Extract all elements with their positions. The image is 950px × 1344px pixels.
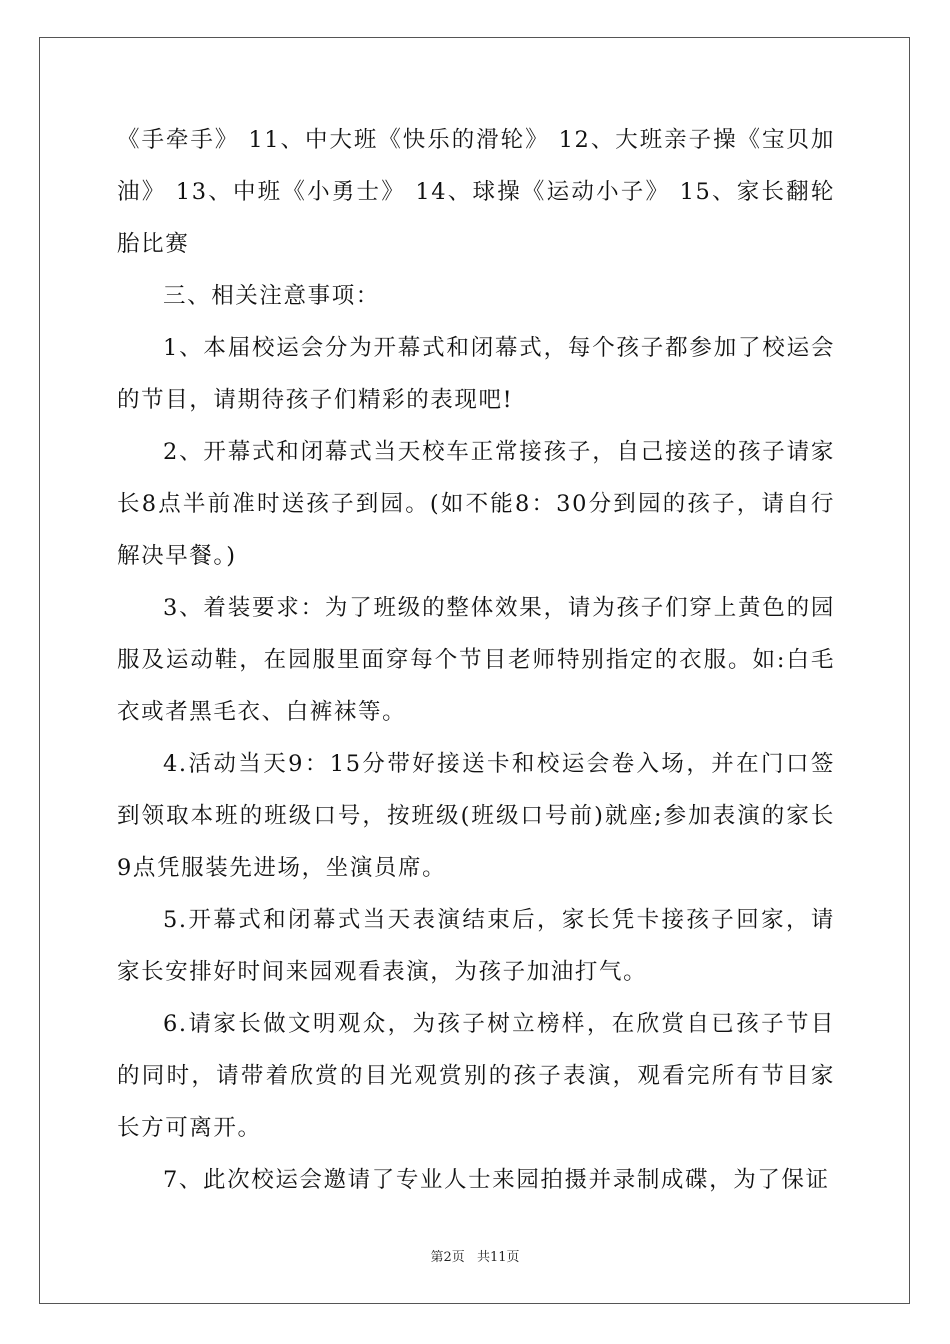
paragraph-4: 2、开幕式和闭幕式当天校车正常接孩子，自己接送的孩子请家长8点半前准时送孩子到园。(如不能8：30分到园的孩子，请自行解决早餐。) [117,439,835,569]
paragraph-9: 7、此次校运会邀请了专业人士来园拍摄并录制成碟，为了保证 [163,1167,830,1193]
paragraph-8: 6.请家长做文明观众，为孩子树立榜样，在欣赏自已孩子节目的同时，请带着欣赏的目光观赏别的孩子表演，观看完所有节目家长方可离开。 [117,1011,835,1141]
paragraph-1: 《手牵手》 11、中大班《快乐的滑轮》 12、大班亲子操《宝贝加油》 13、中班《小勇士》 14、球操《运动小子》 15、家长翻轮胎比赛 [117,127,835,257]
paragraph-6: 4.活动当天9：15分带好接送卡和校运会卷入场，并在门口签到领取本班的班级口号，按班级(班级口号前)就座;参加表演的家长9点凭服装先进场，坐演员席。 [117,751,835,881]
page-footer [0,1246,950,1265]
total-pages: 共11页 [476,1250,520,1265]
document-body [117,114,835,1206]
paragraph-3: 1、本届校运会分为开幕式和闭幕式，每个孩子都参加了校运会的节目，请期待孩子们精彩的表现吧! [117,335,835,413]
paragraph-2: 三、相关注意事项： [163,283,380,309]
paragraph-7: 5.开幕式和闭幕式当天表演结束后，家长凭卡接孩子回家，请家长安排好时间来园观看表演，为孩子加油打气。 [117,907,835,985]
paragraph-5: 3、着装要求：为了班级的整体效果，请为孩子们穿上黄色的园服及运动鞋，在园服里面穿每个节目老师特别指定的衣服。如:白毛衣或者黑毛衣、白裤袜等。 [117,595,835,725]
page-number: 第2页 [430,1250,465,1265]
